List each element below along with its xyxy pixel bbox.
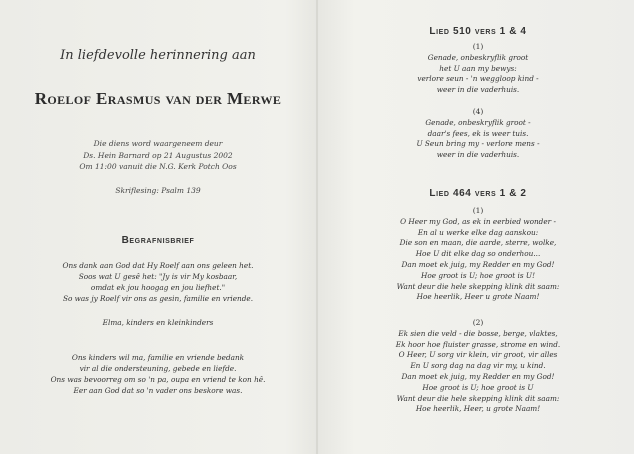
- verse-line: Hoe heerlik, Heer u grote Naam!: [416, 292, 540, 302]
- funeral-letter-text: [0, 260, 316, 304]
- verse-line: Die son en maan, die aarde, sterre, wolke,: [399, 238, 557, 248]
- verse-line: Dan moet ek juig, my Redder en my God!: [401, 259, 555, 269]
- left-page: [0, 0, 316, 454]
- scripture-reading: Skriflesing: Psalm 139: [115, 186, 201, 195]
- verse-line: Want deur die hele skepping klink dit saam:: [396, 281, 560, 291]
- hymn-464-verse-1: [322, 206, 634, 303]
- verse-line: Genade, onbeskryflik groot -: [425, 117, 531, 127]
- closing-thanks: [0, 352, 316, 396]
- letter-line: Ons dank aan God dat Hy Roelf aan ons geleen het.: [62, 261, 254, 270]
- verse-line: Hoe heerlik, Heer, u grote Naam!: [415, 404, 541, 414]
- verse-line: Hoe U dit elke dag so onderhou...: [415, 249, 541, 259]
- verse-line: het U aan my bewys:: [439, 63, 517, 73]
- right-page: [322, 0, 634, 454]
- funeral-letter-heading: Begrafnisbrief: [121, 235, 195, 246]
- verse-line: Hoe groot is U; hoe groot is U!: [420, 270, 536, 280]
- verse-line: daar's fees, ek is weer tuis.: [427, 128, 529, 138]
- closing-line: Ons kinders wil ma, familie en vriende bedank: [71, 353, 245, 362]
- service-line: Die diens word waargeneem deur: [93, 139, 223, 148]
- closing-line: Eer aan God dat so 'n vader ons beskore was.: [73, 386, 243, 395]
- letter-line: So was jy Roelf vir ons as gesin, familie en vriende.: [62, 294, 254, 303]
- verse-line: Genade, onbeskryflik groot: [427, 52, 529, 62]
- page-fold: [316, 0, 318, 454]
- verse-line: weer in die vaderhuis.: [436, 150, 520, 160]
- verse-line: U Seun bring my - verlore mens -: [416, 139, 540, 149]
- verse-number: (4): [472, 107, 484, 116]
- verse-line: Hoe groot is U; hoe groot is U: [422, 382, 534, 392]
- family-signature: Elma, kinders en kleinkinders: [102, 318, 214, 327]
- closing-line: Ons was bevoorreg om so 'n pa, oupa en vriend te kon hê.: [50, 375, 266, 384]
- closing-line: vir al die ondersteuning, gebede en liefde.: [79, 364, 237, 373]
- hymn-510-heading: Lied 510 vers 1 & 4: [429, 26, 527, 37]
- verse-line: Want deur die hele skepping klink dit saam:: [396, 393, 560, 403]
- service-line: Ds. Hein Barnard op 21 Augustus 2002: [83, 150, 233, 160]
- hymn-464-heading: Lied 464 vers 1 & 2: [429, 188, 527, 199]
- verse-line: weer in die vaderhuis.: [436, 85, 520, 95]
- letter-line: omdat ek jou hoogag en jou liefhet.": [90, 283, 226, 292]
- verse-line: Dan moet ek juig, my Redder en my God!: [401, 371, 555, 381]
- letter-line: Soos wat U gesê het: "Jy is vir My kosbaar,: [78, 272, 238, 281]
- verse-line: O Heer my God, as ek in eerbied wonder -: [400, 216, 556, 226]
- deceased-name: Roelof Erasmus van der Merwe: [34, 89, 282, 108]
- service-line: Om 11:00 vanuit die N.G. Kerk Potch Oos: [79, 162, 237, 171]
- verse-number: (2): [472, 318, 484, 327]
- verse-number: (1): [472, 206, 484, 215]
- verse-line: O Heer, U sorg vir klein, vir groot, vir alles: [398, 350, 558, 360]
- hymn-510-verse-4: [322, 107, 634, 161]
- verse-line: verlore seun - 'n weggloop kind -: [417, 74, 539, 84]
- verse-line: Ek sien die veld - die bosse, berge, vlaktes,: [398, 328, 558, 338]
- intro-text: In liefdevolle herinnering aan: [60, 48, 256, 63]
- hymn-464-verse-2: [322, 318, 634, 415]
- service-details: [0, 138, 316, 173]
- verse-line: En al u werke elke dag aanskou:: [417, 227, 539, 237]
- verse-line: En U sorg dag na dag vir my, u kind.: [410, 361, 546, 371]
- verse-line: Ek hoor hoe fluister grasse, strome en wind.: [395, 339, 561, 349]
- hymn-510-verse-1: [322, 42, 634, 96]
- verse-number: (1): [472, 42, 484, 51]
